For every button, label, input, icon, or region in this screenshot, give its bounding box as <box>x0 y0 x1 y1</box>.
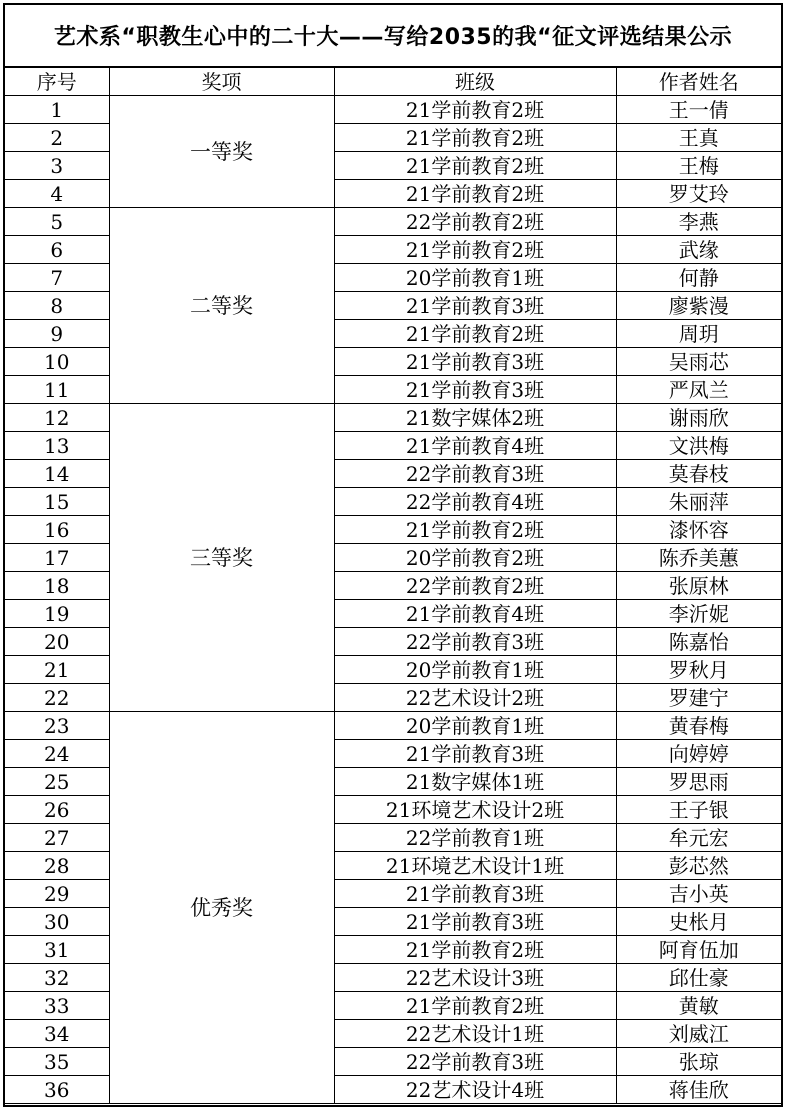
cell-no: 8 <box>5 292 109 320</box>
cell-class: 21环境艺术设计2班 <box>334 796 616 824</box>
table-body <box>5 96 781 1104</box>
cell-no: 26 <box>5 796 109 824</box>
cell-name: 罗建宁 <box>616 684 781 712</box>
cell-no: 18 <box>5 572 109 600</box>
cell-name: 罗思雨 <box>616 768 781 796</box>
cell-name: 廖紫漫 <box>616 292 781 320</box>
cell-no: 30 <box>5 908 109 936</box>
cell-no: 9 <box>5 320 109 348</box>
cell-no: 5 <box>5 208 109 236</box>
cell-name: 史枨月 <box>616 908 781 936</box>
results-table <box>5 68 781 1104</box>
cell-no: 21 <box>5 656 109 684</box>
cell-class: 21学前教育4班 <box>334 600 616 628</box>
cell-name: 王子银 <box>616 796 781 824</box>
cell-class: 21学前教育2班 <box>334 992 616 1020</box>
cell-no: 20 <box>5 628 109 656</box>
cell-class: 22学前教育2班 <box>334 572 616 600</box>
cell-class: 20学前教育1班 <box>334 656 616 684</box>
cell-no: 29 <box>5 880 109 908</box>
cell-no: 25 <box>5 768 109 796</box>
cell-class: 21学前教育2班 <box>334 96 616 124</box>
cell-no: 19 <box>5 600 109 628</box>
cell-name: 罗秋月 <box>616 656 781 684</box>
cell-class: 22学前教育2班 <box>334 208 616 236</box>
cell-no: 6 <box>5 236 109 264</box>
cell-class: 21学前教育3班 <box>334 908 616 936</box>
cell-award: 三等奖 <box>109 404 334 712</box>
cell-class: 21学前教育3班 <box>334 880 616 908</box>
cell-no: 31 <box>5 936 109 964</box>
cell-award: 优秀奖 <box>109 712 334 1104</box>
cell-no: 28 <box>5 852 109 880</box>
cell-class: 21学前教育2班 <box>334 320 616 348</box>
cell-class: 22艺术设计3班 <box>334 964 616 992</box>
table-header <box>5 68 781 96</box>
cell-class: 20学前教育1班 <box>334 712 616 740</box>
column-header-name: 作者姓名 <box>616 68 781 96</box>
cell-name: 陈乔美蕙 <box>616 544 781 572</box>
cell-class: 22艺术设计4班 <box>334 1076 616 1104</box>
cell-name: 朱丽萍 <box>616 488 781 516</box>
cell-no: 15 <box>5 488 109 516</box>
cell-class: 21环境艺术设计1班 <box>334 852 616 880</box>
page-title: 艺术系“职教生心中的二十大——写给2035的我“征文评选结果公示 <box>5 5 781 68</box>
cell-class: 21学前教育3班 <box>334 348 616 376</box>
cell-no: 24 <box>5 740 109 768</box>
cell-name: 李燕 <box>616 208 781 236</box>
cell-class: 21学前教育3班 <box>334 376 616 404</box>
results-sheet <box>3 3 783 1107</box>
cell-class: 21学前教育2班 <box>334 516 616 544</box>
cell-no: 11 <box>5 376 109 404</box>
cell-name: 彭芯然 <box>616 852 781 880</box>
cell-no: 2 <box>5 124 109 152</box>
cell-no: 22 <box>5 684 109 712</box>
cell-class: 21学前教育3班 <box>334 292 616 320</box>
cell-no: 27 <box>5 824 109 852</box>
column-header-award: 奖项 <box>109 68 334 96</box>
cell-name: 黄敏 <box>616 992 781 1020</box>
cell-name: 严凤兰 <box>616 376 781 404</box>
cell-class: 22学前教育1班 <box>334 824 616 852</box>
cell-class: 22学前教育3班 <box>334 460 616 488</box>
cell-class: 22艺术设计2班 <box>334 684 616 712</box>
column-header-class: 班级 <box>334 68 616 96</box>
cell-no: 1 <box>5 96 109 124</box>
cell-no: 13 <box>5 432 109 460</box>
cell-class: 21学前教育2班 <box>334 152 616 180</box>
cell-award: 二等奖 <box>109 208 334 404</box>
cell-no: 12 <box>5 404 109 432</box>
cell-name: 邱仕豪 <box>616 964 781 992</box>
table-row <box>5 712 781 740</box>
cell-no: 32 <box>5 964 109 992</box>
cell-class: 22学前教育3班 <box>334 628 616 656</box>
cell-no: 36 <box>5 1076 109 1104</box>
cell-name: 向婷婷 <box>616 740 781 768</box>
cell-no: 14 <box>5 460 109 488</box>
cell-name: 文洪梅 <box>616 432 781 460</box>
cell-no: 23 <box>5 712 109 740</box>
cell-name: 吴雨芯 <box>616 348 781 376</box>
cell-class: 21学前教育4班 <box>334 432 616 460</box>
cell-class: 21学前教育2班 <box>334 936 616 964</box>
cell-class: 22艺术设计1班 <box>334 1020 616 1048</box>
cell-no: 35 <box>5 1048 109 1076</box>
cell-no: 34 <box>5 1020 109 1048</box>
cell-name: 吉小英 <box>616 880 781 908</box>
cell-class: 21学前教育3班 <box>334 740 616 768</box>
cell-no: 10 <box>5 348 109 376</box>
cell-name: 王真 <box>616 124 781 152</box>
cell-name: 漆怀容 <box>616 516 781 544</box>
cell-no: 7 <box>5 264 109 292</box>
cell-class: 20学前教育2班 <box>334 544 616 572</box>
cell-class: 21数字媒体2班 <box>334 404 616 432</box>
cell-name: 张琼 <box>616 1048 781 1076</box>
cell-name: 武缘 <box>616 236 781 264</box>
cell-no: 33 <box>5 992 109 1020</box>
cell-name: 刘威江 <box>616 1020 781 1048</box>
cell-class: 21学前教育2班 <box>334 124 616 152</box>
cell-name: 何静 <box>616 264 781 292</box>
table-row <box>5 404 781 432</box>
cell-class: 22学前教育4班 <box>334 488 616 516</box>
cell-name: 王一倩 <box>616 96 781 124</box>
cell-no: 3 <box>5 152 109 180</box>
cell-no: 4 <box>5 180 109 208</box>
cell-no: 16 <box>5 516 109 544</box>
cell-name: 蒋佳欣 <box>616 1076 781 1104</box>
cell-name: 周玥 <box>616 320 781 348</box>
header-row <box>5 68 781 96</box>
cell-name: 牟元宏 <box>616 824 781 852</box>
cell-name: 罗艾玲 <box>616 180 781 208</box>
cell-class: 21学前教育2班 <box>334 180 616 208</box>
column-header-no: 序号 <box>5 68 109 96</box>
cell-class: 20学前教育1班 <box>334 264 616 292</box>
cell-name: 谢雨欣 <box>616 404 781 432</box>
cell-no: 17 <box>5 544 109 572</box>
cell-class: 21学前教育2班 <box>334 236 616 264</box>
cell-name: 黄春梅 <box>616 712 781 740</box>
cell-name: 张原林 <box>616 572 781 600</box>
cell-class: 22学前教育3班 <box>334 1048 616 1076</box>
cell-name: 王梅 <box>616 152 781 180</box>
cell-name: 李沂妮 <box>616 600 781 628</box>
cell-award: 一等奖 <box>109 96 334 208</box>
cell-name: 阿育伍加 <box>616 936 781 964</box>
table-row <box>5 96 781 124</box>
cell-name: 莫春枝 <box>616 460 781 488</box>
cell-class: 21数字媒体1班 <box>334 768 616 796</box>
table-row <box>5 208 781 236</box>
cell-name: 陈嘉怡 <box>616 628 781 656</box>
